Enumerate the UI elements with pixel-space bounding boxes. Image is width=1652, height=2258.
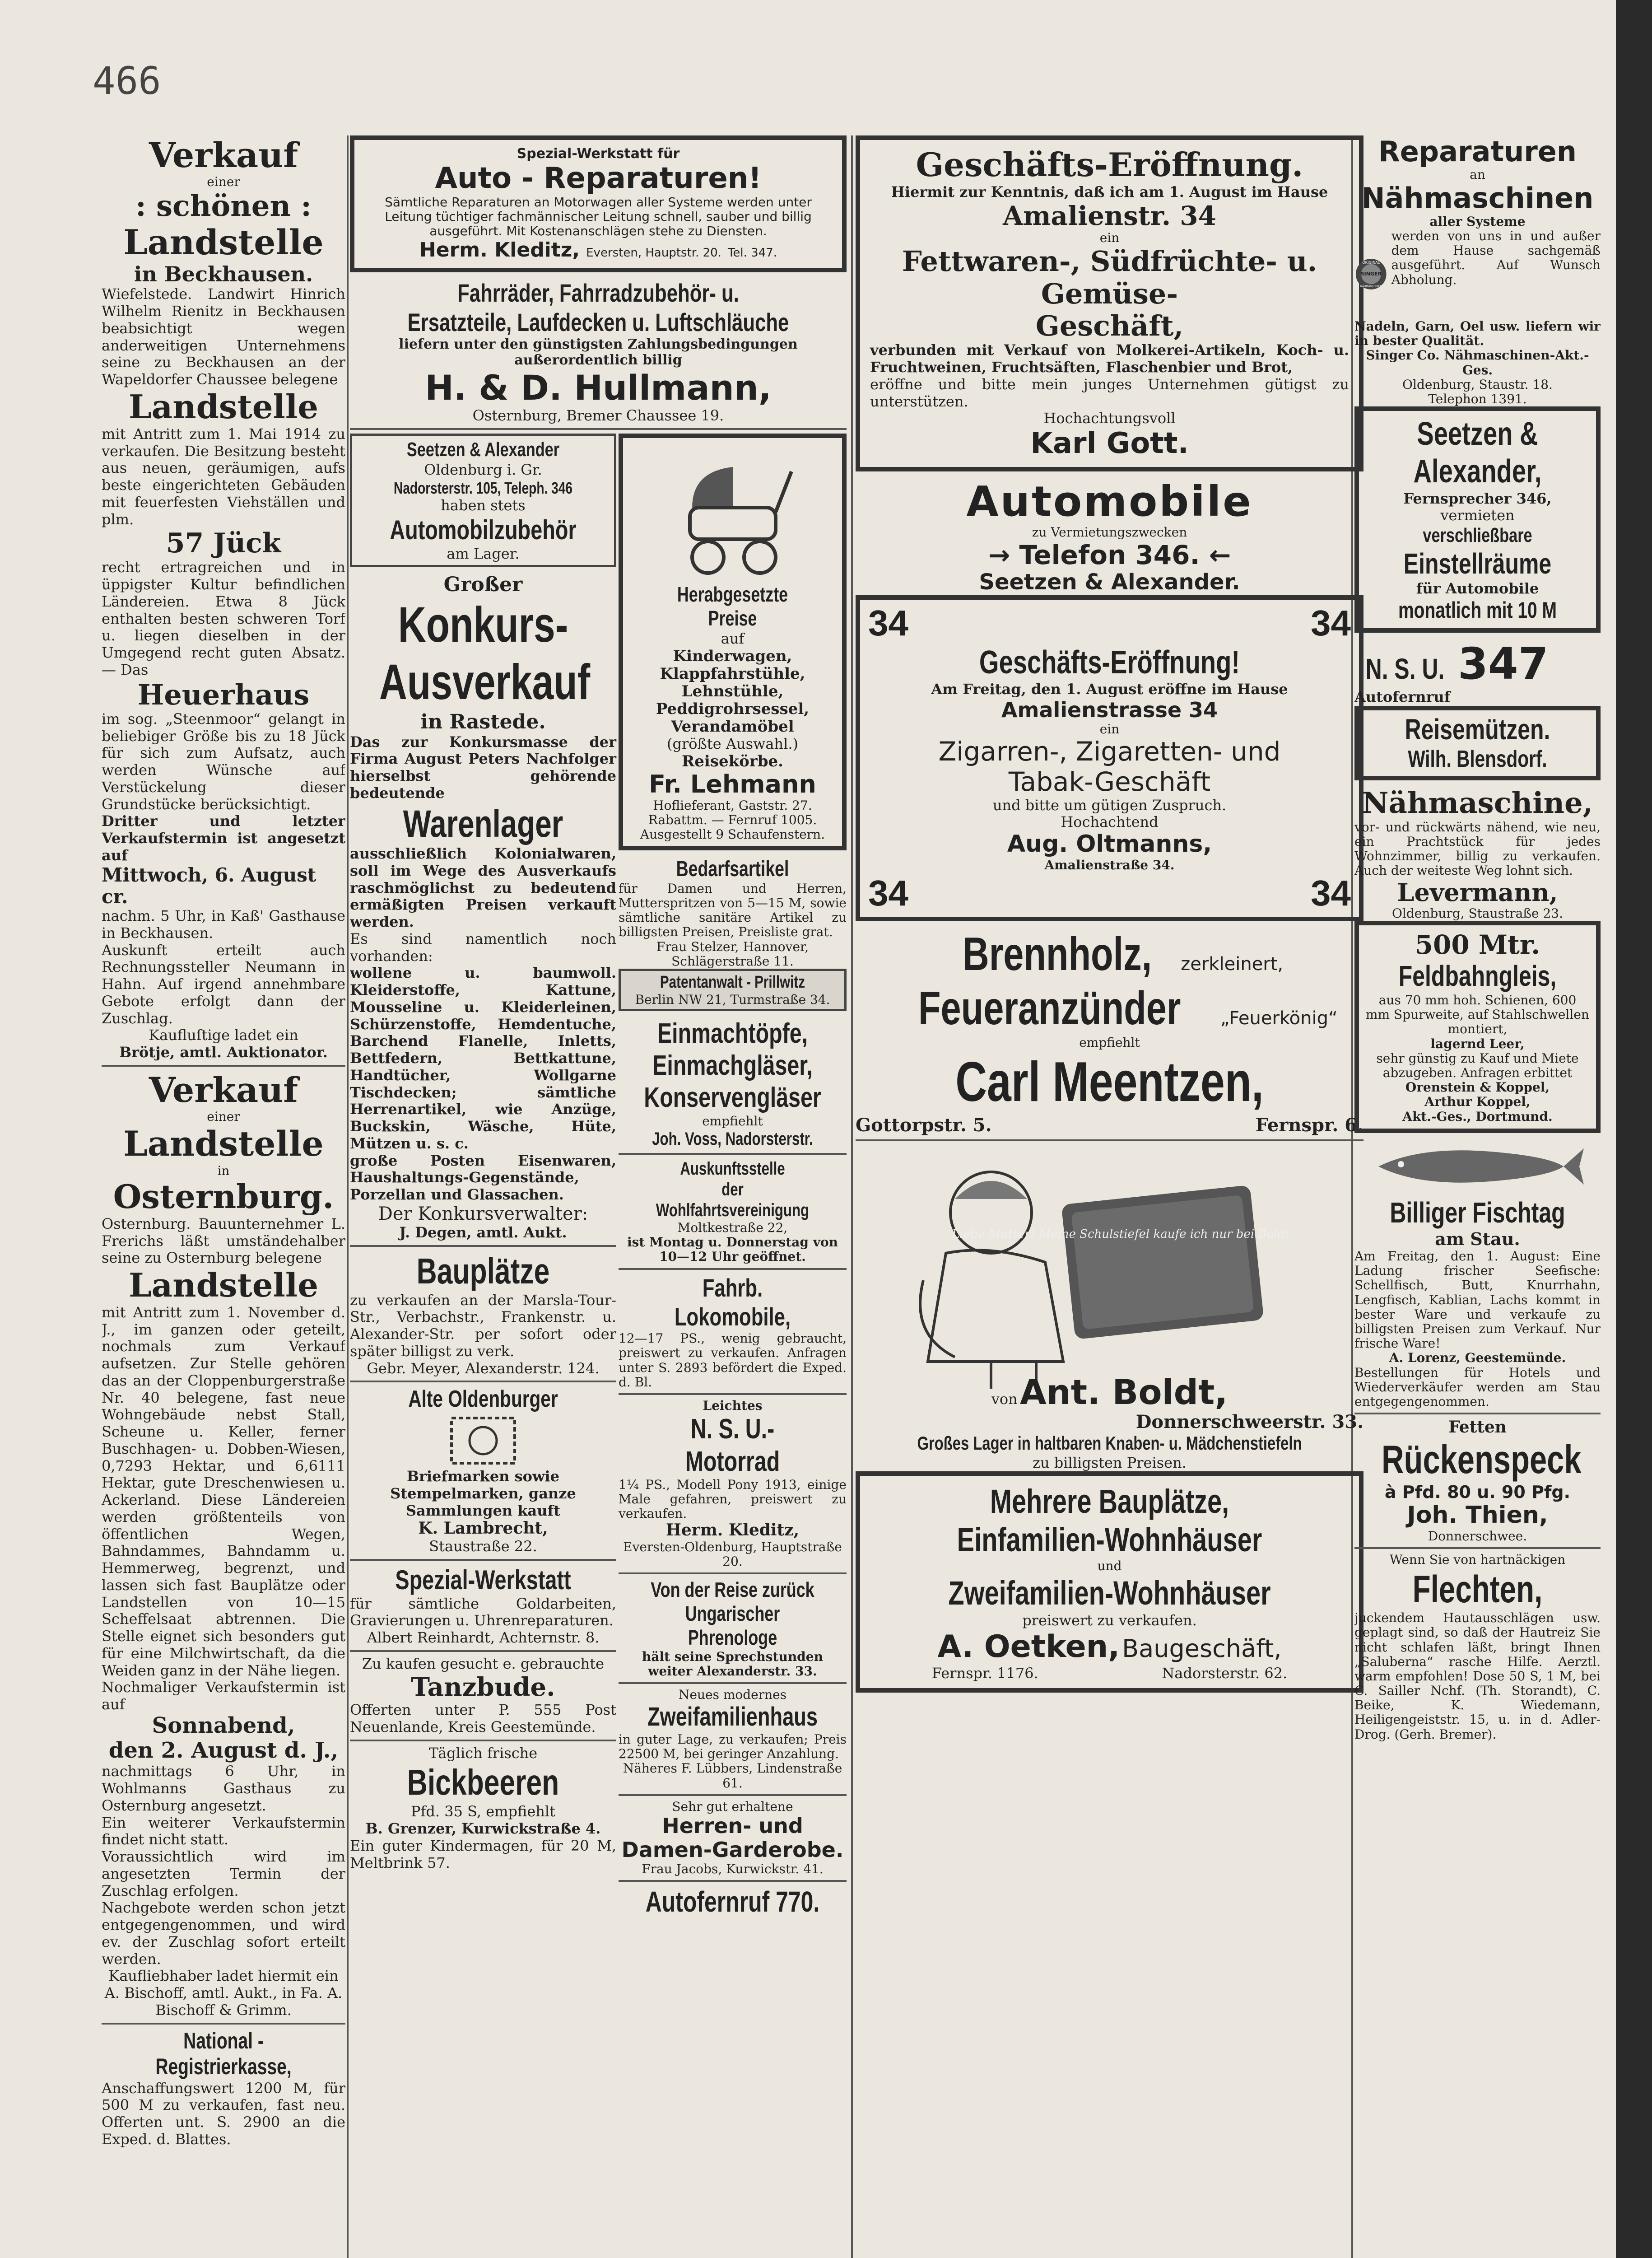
body-text: 1¼ PS., Modell Pony 1913, einige Male gefahren, preiswert zu verkaufen. xyxy=(619,1477,847,1521)
body-text: aus 70 mm hoh. Schienen, 600 mm Spurweite, auf Stahlschwellen montiert, xyxy=(1366,993,1589,1037)
headline: Einmachgläser, xyxy=(652,1050,813,1082)
headline: Seetzen & xyxy=(1417,416,1538,453)
divider xyxy=(102,2023,345,2025)
text: „Feuerkönig“ xyxy=(1220,1008,1338,1029)
headline: Zigarren-, Zigaretten- und xyxy=(938,736,1281,767)
ad-tanzbude xyxy=(350,1656,616,1736)
headline: Ausverkauf xyxy=(379,654,591,710)
ad-registrierkasse xyxy=(102,2028,345,2148)
divider xyxy=(350,1559,616,1561)
ad-seetzen-zubehoer xyxy=(350,434,616,567)
body-text: Wiefelstede. Landwirt Hinrich Wilhelm Rienitz in Beckhausen beabsichtigt wegen anderweitigen Unternehmens seine zu Beckhausen an der Wapeldorfer Chaussee belegene xyxy=(102,285,345,388)
text: am Lager. xyxy=(447,545,520,562)
ad-rueckenspeck xyxy=(1354,1418,1601,1544)
body-text: Briefmarken sowie Stempelmarken, ganze Sammlungen kauft xyxy=(390,1468,576,1519)
seal-text: ORIGINAL xyxy=(1362,260,1380,265)
text: Baugeschäft, xyxy=(1122,1634,1282,1663)
divider xyxy=(350,1245,616,1247)
headline: Nähmaschinen xyxy=(1361,182,1594,215)
headline: Geschäft, xyxy=(1035,309,1184,343)
text: Spezial-Werkstatt für xyxy=(517,146,680,162)
ad-nsu-motorrad xyxy=(619,1399,847,1569)
body-text: Nachgebote werden schon jetzt entgegengenommen, und wird ev. der Zuschlag sofort erteilt werden. xyxy=(102,1899,345,1968)
body-text: Anschaffungswert 1200 M, für 500 M zu verkaufen, fast neu. Offerten unt. S. 2900 an die Exped. d. Blattes. xyxy=(102,2079,345,2148)
text: an xyxy=(1470,167,1485,182)
company-name: Joh. Thien, xyxy=(1407,1502,1548,1529)
headline: Automobilzubehör xyxy=(390,514,577,545)
page-edge xyxy=(1616,0,1652,2258)
body-text: ist Montag u. Donnerstag von 10—12 Uhr geöffnet. xyxy=(627,1235,838,1264)
ad-konkurs-ausverkauf xyxy=(350,574,616,1241)
text: ein xyxy=(1099,230,1120,246)
text: zu billigsten Preisen. xyxy=(1033,1454,1187,1471)
ad-auto-reparaturen xyxy=(350,135,847,272)
ad-automobile: Automobile zu Vermietungszwecken → Telefon 346. ← Seetzen & Alexander. xyxy=(856,478,1363,595)
headline: Tabak-Geschäft xyxy=(1008,766,1211,797)
signature: Aug. Oltmanns, xyxy=(1007,830,1212,858)
text: Hochachtungsvoll xyxy=(1043,410,1176,427)
stamp-icon xyxy=(449,1416,517,1465)
text: preiswert zu verkaufen. xyxy=(1022,1611,1197,1629)
ad-verkauf-osternburg xyxy=(102,1070,345,2019)
headline: Landstelle xyxy=(128,387,319,426)
company-name: Ant. Boldt, xyxy=(1019,1372,1228,1412)
company-name: Levermann, xyxy=(1397,877,1558,907)
divider xyxy=(1354,1547,1601,1549)
text: von xyxy=(991,1390,1018,1408)
headline: Konservengläser xyxy=(644,1082,821,1114)
headline: : schönen : xyxy=(135,189,312,223)
text: in xyxy=(217,1163,230,1178)
telephone: Fernspr. 1176. xyxy=(931,1664,1038,1682)
ad-wohlfahrt xyxy=(619,1158,847,1264)
ad-kinderwagen xyxy=(619,434,847,850)
headline: Reparaturen xyxy=(1378,135,1577,168)
address: Berlin NW 21, Turmstraße 34. xyxy=(635,992,830,1007)
text: einer xyxy=(207,174,240,190)
headline: Alte Oldenburger xyxy=(408,1386,558,1413)
column-rule xyxy=(851,135,853,2258)
headline: Fettwaren-, Südfrüchte- u. Gemüse- xyxy=(902,245,1317,310)
divider xyxy=(619,1682,847,1684)
signature: Gebr. Meyer, Alexanderstr. 124. xyxy=(367,1359,600,1377)
headline: Herren- und Damen-Garderobe. xyxy=(621,1814,844,1862)
divider xyxy=(350,1650,616,1652)
text: haben stets xyxy=(441,496,526,514)
headline: Fahrräder, Fahrradzubehör- u. Ersatzteile, Laufdecken u. Luftschläuche xyxy=(407,279,789,336)
headline: 500 Mtr. xyxy=(1415,929,1540,960)
seal-text: SINGER xyxy=(1360,271,1382,277)
headline: Feueranzünder xyxy=(918,982,1181,1035)
body-text: Das zur Konkursmasse der Firma August Peters Nachfolger hierselbst gehörende bedeutende xyxy=(350,733,616,802)
ad-boldt-schuhe xyxy=(856,1145,1363,1471)
headline: Ungarischer Phrenologe xyxy=(685,1602,780,1649)
body-text: in guter Lage, zu verkaufen; Preis 22500 M, bei geringer Anzahlung. xyxy=(619,1732,847,1762)
ad-garderobe xyxy=(619,1800,847,1876)
body-text: verbunden mit Verkauf von Molkerei-Artikeln, Koch- u. Fruchtweinen, Fruchtsäften, Flaschenbier und Brot, xyxy=(870,341,1349,376)
headline: Bedarfsartikel xyxy=(676,857,789,881)
address: Moltkestraße 22, xyxy=(677,1220,788,1235)
headline: am Stau. xyxy=(1435,1229,1520,1250)
body-text: Voraussichtlich wird im angesetzten Termin der Zuschlag erfolgen. xyxy=(102,1848,345,1899)
text: Fetten xyxy=(1448,1418,1507,1437)
telephone: Fernspr. 6. xyxy=(1255,1114,1363,1136)
address: Oldenburg i. Gr. xyxy=(424,461,542,478)
ad-brennholz xyxy=(856,928,1363,1136)
text: für Automobile xyxy=(1416,580,1539,597)
headline: Rückenspeck xyxy=(1381,1437,1582,1482)
headline: 57 Jück xyxy=(166,527,281,560)
headline: Bauplätze xyxy=(416,1250,550,1291)
headline: Autofernruf 770. xyxy=(645,1885,820,1918)
ad-patentanwalt xyxy=(619,969,847,1011)
ad-geschaefts-eroeffnung-gott xyxy=(856,135,1363,471)
ad-autofernruf xyxy=(619,1885,847,1919)
headline: Reisemützen. xyxy=(1405,713,1550,746)
body-text: Kaufliebhaber ladet hiermit ein xyxy=(108,1967,339,1985)
fish-icon xyxy=(1369,1139,1586,1194)
ad-reisemuetzen xyxy=(1354,706,1601,780)
body-text: Offerten unter P. 555 Post Neuenlande, Kreis Geestemünde. xyxy=(350,1701,616,1735)
body-text: liefern unter den günstigsten Zahlungsbedingungen außerordentlich billig xyxy=(399,336,798,368)
headline: Geschäfts-Eröffnung. xyxy=(916,145,1303,184)
text: ein xyxy=(1099,721,1120,737)
company-name: Singer Co. Nähmaschinen-Akt.-Ges. xyxy=(1366,348,1589,378)
headline: Alexander, xyxy=(1413,453,1542,490)
body-text: mit Antritt zum 1. November d. J., im ganzen oder geteilt, nochmals zum Verkauf aufsetzen. Zur Stelle gehören das an der Cloppenburgerstraße Nr. 40 belegene, fast neue Wohngebäude nebst Stall, Scheune u. Keller, ferner Buschhagen- u. Dobben-Wiesen, 0,7293 Hektar, und 6,6111 Hektar, gute Dreschenwiesen u. Ackerland. Diese Ländereien werden größtenteils von öffentlichen Wegen, Bahndammes, Bahndamm u. Hemmerweg, begrenzt, und lassen sich fast Bauplätze oder Landstellen von 10—15 Scheffelsaat abtrennen. Die Stelle eignet sich besonders gut für eine Milchwirtschaft, da die Weiden ganz in der Nähe liegen. xyxy=(102,1303,345,1679)
signature: Näheres F. Lübbers, Lindenstraße 61. xyxy=(623,1761,842,1791)
divider xyxy=(1354,1413,1601,1414)
divider xyxy=(619,1880,847,1882)
company-name: Joh. Voss, Nadorsterstr. xyxy=(652,1129,813,1149)
body-text: Nadeln, Garn, Oel usw. liefern wir in bester Qualität. xyxy=(1354,318,1601,349)
body-text: Sämtliche Reparaturen an Motorwagen aller Systeme werden unter Leitung tüchtiger fachmännischer Leitung schnell, sauber und billig ausgeführt. Mit Kostenanschlägen stehe zu Diensten. xyxy=(385,195,812,239)
ad-nsu-347 xyxy=(1354,639,1601,706)
text: aller Systeme xyxy=(1429,214,1526,229)
signature: J. Degen, amtl. Aukt. xyxy=(399,1223,567,1241)
corner-number: 34 xyxy=(868,602,908,643)
divider xyxy=(350,428,847,430)
signature: Frau Jacobs, Kurwickstr. 41. xyxy=(642,1861,824,1876)
seal-text: NÄHMASCHINEN xyxy=(1360,285,1382,288)
column-rule xyxy=(347,135,349,2258)
telephone: Tel. 347. xyxy=(727,246,777,260)
ad-bauplaetze xyxy=(350,1250,616,1377)
ad-seetzen-einstellraeume xyxy=(1354,406,1601,633)
ad-oetken-bau xyxy=(856,1471,1363,1692)
divider xyxy=(619,1794,847,1796)
body-text: für sämtliche Goldarbeiten, Gravierungen u. Uhrenreparaturen. xyxy=(350,1595,616,1629)
body-text: große Posten Eisenwaren, Haushaltungs-Gegenstände, Porzellan und Glassachen. xyxy=(350,1152,616,1204)
headline: Von der Reise zurück xyxy=(651,1578,814,1602)
headline: der Wohlfahrtsvereinigung xyxy=(656,1179,810,1220)
company-name: Herm. Kleditz, xyxy=(665,1521,800,1540)
headline: N. S. U. xyxy=(1365,652,1445,685)
headline: Seetzen & Alexander xyxy=(406,439,560,461)
headline: Mehrere Bauplätze, xyxy=(990,1483,1229,1521)
address: Nadorsterstr. 62. xyxy=(1162,1664,1288,1682)
address: Amalienstr. 34 xyxy=(1003,200,1216,231)
headline: Tanzbude. xyxy=(411,1672,555,1702)
headline: Landstelle xyxy=(128,1266,319,1305)
address: Gottorpstr. 5. xyxy=(856,1114,992,1136)
headline: monatlich mit 10 M xyxy=(1398,597,1557,623)
column-4 xyxy=(1354,135,1601,1742)
date-text: den 2. August d. J., xyxy=(108,1738,339,1763)
text: einer xyxy=(207,1109,240,1124)
text: auf xyxy=(721,630,745,647)
body-text: im sog. „Steenmoor“ gelangt in beliebiger Größe bis zu 18 Jück für sich zum Aufsatz, auch werden Wünsche auf Verstückelung dieser Grundstücke berücksichtigt. xyxy=(102,710,345,813)
corner-number: 34 xyxy=(1311,873,1351,913)
ad-geschaefts-eroeffnung-oltmanns xyxy=(856,595,1363,921)
body-text: Hoflieferant, Gaststr. 27. Rabattm. — Fernruf 1005. Ausgestellt 9 Schaufenstern. xyxy=(640,798,825,842)
corner-number: 34 xyxy=(868,873,908,913)
text: Täglich frische xyxy=(428,1744,538,1762)
headline: Fahrb. Lokomobile, xyxy=(674,1273,791,1331)
ad-lokomobile xyxy=(619,1274,847,1390)
text: lagernd Leer, xyxy=(1430,1036,1525,1051)
text: empfiehlt xyxy=(1079,1035,1140,1050)
address: Donnerschweerstr. 33. xyxy=(1135,1411,1363,1433)
headline: Herabgesetzte Preise xyxy=(677,583,788,630)
text: empfiehlt xyxy=(702,1113,763,1129)
body-text: ausschließlich Kolonialwaren, soll im Wege des Ausverkaufs raschmöglichst zu bedeutend ermäßigten Preisen verkauft werden. xyxy=(350,845,616,931)
body-text: Es sind namentlich noch vorhanden: xyxy=(350,930,616,965)
column-3 xyxy=(856,135,1363,1699)
text: zerkleinert, xyxy=(1181,954,1284,975)
company-name: Fr. Lehmann xyxy=(649,770,816,799)
signature: Karl Gott. xyxy=(1030,427,1189,461)
headline: verschließbare xyxy=(1423,524,1532,547)
body-text: wollene u. baumwoll. Kleiderstoffe, Kattune, Mousseline u. Kleiderleinen, Schürzenstoffe, Hemdentuche, Barchend Flanelle, Inletts, Bettfedern, Bettkattune, Handtücher, Wollgarne Tischdecken; sämtliche Herrenartikel, wie Anzüge, Buckskin, Wäsche, Hüte, Mützen u. s. c. xyxy=(350,964,616,1152)
body-text: juckendem Hautausschlägen usw. geplagt sind, so daß der Hautreiz Sie nicht schlafen läßt, bringt Ihnen „Saluberna“ rasche Hilfe. Aerztl. warm empfohlen! Dose 50 S, 1 M, bei C. Sailler Nchf. (Th. Storandt), C. Beike, K. Wiedemann, Heiligengeiststr. 15, u. in d. Adler-Drog. (Gerh. Bremer). xyxy=(1354,1610,1601,1742)
ad-fischtag xyxy=(1354,1139,1601,1409)
address: Nadorsterstr. 105, Teleph. 346 xyxy=(394,478,572,497)
body-text: Osternburg. Bauunternehmer L. Frerichs läßt umständehalber seine zu Osternburg belegene xyxy=(102,1215,345,1267)
headline: Auskunftsstelle xyxy=(680,1158,785,1179)
body-text: hält seine Sprechstunden weiter Alexanderstr. 33. xyxy=(642,1649,823,1679)
body-text: Kinderwagen, Klappfahrstühle, Lehnstühle, Peddigrohrsessel, Verandamöbel xyxy=(656,647,810,736)
text: Sehr gut erhaltene xyxy=(672,1799,793,1814)
headline: Auto - Reparaturen! xyxy=(435,161,762,195)
headline: in Beckhausen. xyxy=(134,261,313,286)
ad-alte-oldenburger xyxy=(350,1386,616,1555)
column-2 xyxy=(350,135,847,1919)
body-text: nachm. 5 Uhr, in Kaß' Gasthause in Beckhausen. xyxy=(102,907,345,942)
company-name: H. & D. Hullmann, xyxy=(425,368,772,408)
telephone: Telefon 346. xyxy=(1019,539,1200,570)
body-text: werden von uns in und außer dem Hause sachgemäß ausgeführt. Auf Wunsch Abholung. xyxy=(1391,228,1601,287)
headline: Warenlager xyxy=(403,802,563,845)
text: (größte Auswahl.) xyxy=(667,735,798,753)
ad-feldbahngleis xyxy=(1354,921,1601,1133)
address: Donnerschwee. xyxy=(1428,1529,1527,1544)
ad-einmachtoepfe xyxy=(619,1017,847,1149)
body-text: Am Freitag, den 1. August: Eine Ladung frischer Seefische: Schellfisch, Butt, Knurrhahn, Lengfisch, Kablian, Lachs kommt in bester Ware und verkaufe zu billigsten Preisen zum Verkauf. Nur frische Ware! xyxy=(1354,1249,1601,1351)
headline: Zweifamilienhaus xyxy=(647,1702,818,1732)
company-name: Wilh. Blensdorf. xyxy=(1408,746,1547,773)
headline: Einstellräume xyxy=(1403,547,1552,580)
body-text: recht ertragreichen und in üppigster Kultur befindlichen Ländereien. Etwa 8 Jück enthalten besten schweren Torf u. liegen dieselben in der Umgegend recht guten Absatz. — Das xyxy=(102,559,345,678)
divider xyxy=(102,1065,345,1067)
body-text: und bitte um gütigen Zuspruch. xyxy=(992,796,1227,814)
address: Amalienstrasse 34 xyxy=(1001,698,1218,723)
signature: Brötje, amtl. Auktionator. xyxy=(119,1044,328,1061)
body-text: mit Antritt zum 1. Mai 1914 zu verkaufen. Die Besitzung besteht aus neuen, geräumigen, aufs beste eingerichteten Gebäuden mit feuerfesten Viehställen und plm. xyxy=(102,425,345,528)
ad-verkauf-beckhausen xyxy=(102,135,345,1061)
singer-seal-icon xyxy=(1354,229,1388,319)
body-text: Nochmaliger Verkaufstermin ist auf xyxy=(102,1679,345,1713)
headline: Einmachtöpfe, xyxy=(657,1017,808,1049)
body-text: Großes Lager in haltbaren Knaben- u. Mädchenstiefeln xyxy=(917,1432,1302,1454)
text: zu Vermietungszwecken xyxy=(1032,525,1187,540)
headline: Landstelle xyxy=(123,1124,324,1164)
body-text: Am Freitag, den 1. August eröffne im Hause xyxy=(931,681,1288,698)
divider xyxy=(350,1381,616,1382)
company-name: Carl Meentzen, xyxy=(955,1051,1264,1114)
headline: Verkauf xyxy=(149,1069,298,1110)
body-text: Pfd. 35 S, empfiehlt xyxy=(411,1803,555,1820)
price: à Pfd. 80 u. 90 Pfg. xyxy=(1384,1482,1571,1502)
divider xyxy=(619,1572,847,1574)
company-name: A. Oetken, xyxy=(937,1628,1120,1665)
ad-bedarfsartikel xyxy=(619,857,847,969)
column-1 xyxy=(102,135,345,2148)
body-text: für Damen und Herren, Mutterspritzen von 5—15 M, sowie sämtliche sanitäre Artikel zu billigsten Preisen, Preisliste grat. xyxy=(619,881,847,940)
text: vermieten xyxy=(1440,507,1515,524)
address: Osternburg, Bremer Chaussee 19. xyxy=(472,407,724,425)
headline: Spezial-Werkstatt xyxy=(395,1564,571,1595)
signature: Arthur Koppel, xyxy=(1424,1094,1531,1110)
company-name: K. Lambrecht, xyxy=(418,1519,548,1538)
address: Staustraße 22. xyxy=(429,1537,537,1555)
ad-phrenologe xyxy=(619,1578,847,1679)
ad-bickbeeren xyxy=(350,1745,616,1872)
telephone: Fernsprecher 346, xyxy=(1403,490,1552,507)
headline: Bickbeeren xyxy=(407,1762,559,1803)
divider xyxy=(619,1268,847,1270)
ad-zweifamilienhaus xyxy=(619,1688,847,1791)
corner-numbers xyxy=(868,872,1351,914)
headline: Landstelle xyxy=(123,222,324,263)
signature: Albert Reinhardt, Achternstr. 8. xyxy=(367,1629,600,1647)
text: Großer xyxy=(443,573,523,597)
page-number: 466 xyxy=(93,59,161,103)
text: Hochachtend xyxy=(1061,813,1159,831)
text: Der Konkursverwalter: xyxy=(378,1203,588,1224)
ad-fahrraeder xyxy=(350,279,847,425)
headline: Heuerhaus xyxy=(137,678,310,711)
headline: Geschäfts-Eröffnung! xyxy=(979,644,1240,681)
column-2-left xyxy=(350,434,616,1918)
body-text: Ein guter Kindermagen, für 20 M, Meltbrink 57. xyxy=(350,1837,616,1871)
telephone: Telephon 1391. xyxy=(1428,391,1527,406)
headline: N. S. U.-Motorrad xyxy=(685,1414,780,1477)
body-text: Auskunft erteilt auch Rechnungssteller Neumann in Hahn. Auf irgend annehmbare Gebote erfolgt dann der Zuschlag. xyxy=(102,941,345,1027)
headline: Verkauf xyxy=(149,135,298,175)
text: Zu kaufen gesucht e. gebrauchte xyxy=(362,1655,605,1672)
boy-with-slate-illustration xyxy=(856,1145,1352,1398)
signature: Frau Stelzer, Hannover, Schlägerstraße 11. xyxy=(656,939,809,969)
text: Leichtes xyxy=(703,1398,763,1414)
signature: Orenstein & Koppel, xyxy=(1405,1080,1550,1095)
body-text: Ein weiterer Verkaufstermin findet nicht statt. xyxy=(102,1814,345,1848)
body-text: Reisekörbe. xyxy=(682,752,783,770)
body-text: nachmittags 6 Uhr, in Wohlmanns Gasthaus zu Osternburg angesetzt. xyxy=(102,1763,345,1814)
body-text: Bestellungen für Hotels und Wiederverkäufer werden am Stau entgegengenommen. xyxy=(1354,1365,1601,1409)
text: Wenn Sie von hartnäckigen xyxy=(1389,1552,1566,1568)
headline: Automobile xyxy=(966,477,1253,526)
address: Oldenburg, Staustr. 18. xyxy=(1402,377,1553,392)
date-text: Sonnabend, xyxy=(152,1712,295,1738)
corner-number: 34 xyxy=(1311,602,1351,643)
headline: Zweifamilien-Wohnhäuser xyxy=(948,1574,1271,1612)
text: Neues modernes xyxy=(678,1687,787,1703)
body-text: zu verkaufen an der Marsla-Tour-Str., Verbachstr., Frankenstr. u. Alexander-Str. per sofort oder später billigst zu verk. xyxy=(350,1291,616,1360)
headline: in Rastede. xyxy=(420,710,546,733)
column-2-right xyxy=(619,434,847,1918)
body-text: vor- und rückwärts nähend, wie neu, ein Prachtstück für jedes Wohnzimmer, billig zu verkaufen. Auch der weiteste Weg lohnt sich. xyxy=(1354,819,1601,878)
text: und xyxy=(1097,1558,1122,1574)
body-text: eröffne und bitte mein junges Unternehmen gütigst zu unterstützen. xyxy=(870,375,1349,410)
body-text: sehr günstig zu Kauf und Miete abzugeben. Anfragen erbittet xyxy=(1376,1050,1579,1080)
column-2-split xyxy=(350,434,847,1918)
corner-numbers xyxy=(868,602,1351,644)
divider xyxy=(619,1153,847,1155)
headline: Nähmaschine, xyxy=(1362,786,1593,821)
company-name: Herm. Kleditz, xyxy=(419,238,580,261)
ad-naehmaschine-levermann xyxy=(1354,787,1601,921)
address: Eversten, Hauptstr. 20. xyxy=(586,246,721,260)
telephone: 347 xyxy=(1458,638,1549,689)
body-text: Kaufluſtige ladet ein xyxy=(149,1026,298,1044)
address: Eversten-Oldenburg, Hauptstraße 20. xyxy=(623,1539,842,1569)
company-name: Seetzen & Alexander. xyxy=(979,569,1240,595)
slate-text: Liebe Mutter! Meine Schulstiefel kaufe ich nur bei Boldt xyxy=(952,1227,1290,1241)
signature: B. Grenzer, Kurwickstraße 4. xyxy=(365,1820,601,1838)
divider xyxy=(856,1139,1363,1141)
headline: National - Registrierkasse, xyxy=(155,2028,292,2080)
headline: Feldbahngleis, xyxy=(1398,960,1557,993)
signature: A. Lorenz, Geestemünde. xyxy=(1389,1350,1566,1366)
signature: A. Bischoff, amtl. Aukt., in Fa. A. Bischoff & Grimm. xyxy=(104,1984,343,2019)
headline: Osternburg. xyxy=(113,1177,334,1216)
headline: Billiger Fischtag xyxy=(1390,1196,1565,1229)
signature: Akt.-Ges., Dortmund. xyxy=(1402,1109,1553,1124)
headline: Konkurs- xyxy=(398,597,568,653)
address: Oldenburg, Staustraße 23. xyxy=(1391,905,1564,921)
address: Amalienstraße 34. xyxy=(1044,857,1175,872)
headline: Brennholz, xyxy=(962,928,1152,980)
body-text: 12—17 PS., wenig gebraucht, preiswert zu verkaufen. Anfragen unter S. 2893 befördert die Exped. d. Bl. xyxy=(619,1331,847,1390)
headline: Flechten, xyxy=(1412,1568,1543,1610)
ad-spezial-werkstatt xyxy=(350,1564,616,1647)
text: Autofernruf xyxy=(1354,688,1451,706)
body-text: Dritter und letzter Verkaufstermin ist angesetzt auf xyxy=(102,812,345,864)
baby-carriage-icon xyxy=(665,444,800,580)
body-text: Hiermit zur Kenntnis, daß ich am 1. August im Hause xyxy=(891,183,1328,201)
ad-naehmaschinen-singer xyxy=(1354,135,1601,406)
headline: Einfamilien-Wohnhäuser xyxy=(957,1521,1262,1559)
ad-flechten xyxy=(1354,1553,1601,1741)
headline: Patentanwalt - Prillwitz xyxy=(660,972,805,992)
divider xyxy=(350,1740,616,1741)
date-text: Mittwoch, 6. August cr. xyxy=(102,863,316,908)
divider xyxy=(619,1393,847,1395)
